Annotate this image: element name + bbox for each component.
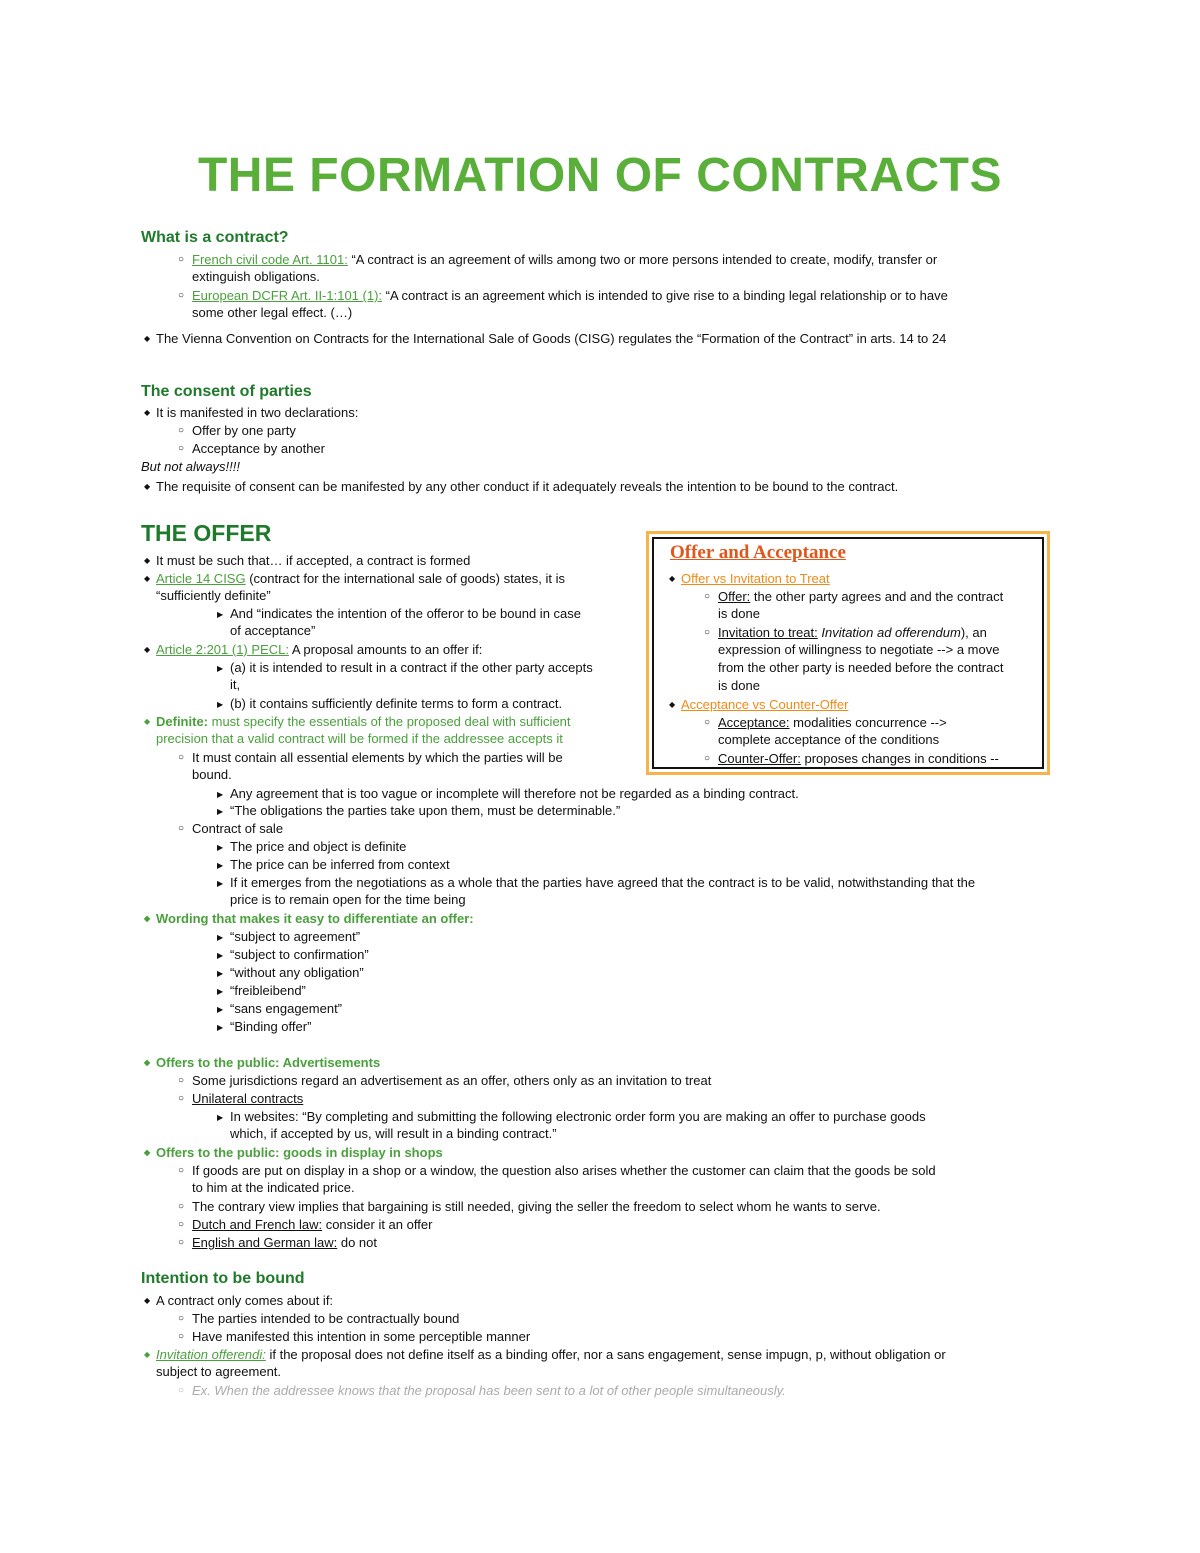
list-item-continuation: bound. xyxy=(192,767,232,782)
box-list-item-continuation: is done xyxy=(718,678,760,693)
list-item: ○ Offer by one party xyxy=(192,422,296,439)
list-item-text: ), an xyxy=(960,625,987,640)
list-item-continuation: some other legal effect. (…) xyxy=(192,305,353,320)
list-item: ○ Have manifested this intention in some perceptible manner xyxy=(192,1328,530,1345)
list-item: ▶ “without any obligation” xyxy=(230,964,364,981)
list-item-continuation: precision that a valid contract will be formed if the addressee accepts it xyxy=(156,731,563,746)
list-item-text: (contract for the international sale of goods) states, it is xyxy=(245,571,565,586)
underlined-term: English and German law: xyxy=(192,1235,338,1250)
list-item: ◆ The Vienna Convention on Contracts for the International Sale of Goods (CISG) regulates the “Formation of the Contract” in arts. 14 to 24 xyxy=(156,330,946,347)
box-list-item xyxy=(718,714,947,731)
italic-term: Invitation ad offerendum xyxy=(817,625,961,640)
section-heading-consent: The consent of parties xyxy=(141,383,312,400)
list-item: ○ It must contain all essential elements by which the parties will be xyxy=(192,749,563,766)
box-list-item xyxy=(681,570,830,587)
box-list-item xyxy=(718,750,999,767)
list-item-continuation: which, if accepted by us, will result in a binding contract.” xyxy=(230,1126,557,1141)
list-item xyxy=(192,1216,432,1233)
list-item-continuation: of acceptance” xyxy=(230,623,316,638)
list-item: ▶ The price and object is definite xyxy=(230,838,406,855)
list-item-text: “A contract is an agreement of wills among two or more persons intended to create, modify, transfer or xyxy=(347,252,938,267)
underlined-term: Dutch and French law: xyxy=(192,1217,323,1232)
list-item xyxy=(156,641,482,658)
link-invitation-offerendi[interactable]: Invitation offerendi: xyxy=(156,1347,266,1362)
list-item: ○ If goods are put on display in a shop or a window, the question also arises whether the customer can claim that the goods be sold xyxy=(192,1162,936,1179)
underlined-term: Acceptance: xyxy=(718,715,790,730)
list-item-text: must specify the essentials of the proposed deal with sufficient xyxy=(208,714,571,729)
box-list-item-continuation: from the other party is needed before the contract xyxy=(718,660,1004,675)
list-item: ▶ “subject to confirmation” xyxy=(230,946,369,963)
list-item: ◆ Wording that makes it easy to differentiate an offer: xyxy=(156,910,474,927)
link-european-dcfr[interactable]: European DCFR Art. II-1:101 (1): xyxy=(192,288,383,303)
link-offer-vs-invitation[interactable]: Offer vs Invitation to Treat xyxy=(681,571,830,586)
list-item-text: the other party agrees and and the contract xyxy=(750,589,1004,604)
list-item: ▶ (a) it is intended to result in a contract if the other party accepts xyxy=(230,659,593,676)
list-item: ◆ It must be such that… if accepted, a contract is formed xyxy=(156,552,470,569)
list-item: ○ Acceptance by another xyxy=(192,440,325,457)
list-item xyxy=(192,1234,377,1251)
list-item: ◆ It is manifested in two declarations: xyxy=(156,404,358,421)
list-item: ▶ “subject to agreement” xyxy=(230,928,360,945)
definition-term: Definite: xyxy=(156,714,208,729)
list-item: ▶ “The obligations the parties take upon them, must be determinable.” xyxy=(230,802,620,819)
list-item-text: if the proposal does not define itself as a binding offer, nor a sans engagement, sense impugn, p, without obligation or xyxy=(265,1347,946,1362)
list-item: ▶ Any agreement that is too vague or incomplete will therefore not be regarded as a binding contract. xyxy=(230,785,799,802)
list-item: ▶ The price can be inferred from context xyxy=(230,856,450,873)
list-item: ○ Ex. When the addressee knows that the proposal has been sent to a lot of other people simultaneously. xyxy=(192,1382,786,1399)
note-text: But not always!!!! xyxy=(141,459,240,474)
box-list-item xyxy=(718,624,987,641)
section-heading-intention: Intention to be bound xyxy=(141,1270,305,1287)
list-item: ▶ In websites: “By completing and submitting the following electronic order form you are making an offer to purchase goods xyxy=(230,1108,926,1125)
box-list-item-continuation: is done xyxy=(718,606,760,621)
list-item xyxy=(156,570,565,587)
list-item: ◆ The requisite of consent can be manifested by any other conduct if it adequately reveals the intention to be bound to the contract. xyxy=(156,478,898,495)
box-list-item xyxy=(681,696,848,713)
list-item: ○ The contrary view implies that bargaining is still needed, giving the seller the freedom to select whom he wants to serve. xyxy=(192,1198,881,1215)
link-article-14-cisg[interactable]: Article 14 CISG xyxy=(156,571,246,586)
underlined-term: Counter-Offer: xyxy=(718,751,801,766)
box-content xyxy=(650,0,1046,1553)
list-item-continuation: subject to agreement. xyxy=(156,1364,282,1379)
section-heading-offer: THE OFFER xyxy=(141,520,272,546)
list-item-text: consider it an offer xyxy=(322,1217,433,1232)
list-item: ○ Unilateral contracts xyxy=(192,1090,303,1107)
list-item: ◆ Offers to the public: goods in display in shops xyxy=(156,1144,443,1161)
list-item-continuation: extinguish obligations. xyxy=(192,269,320,284)
list-item: ◆ A contract only comes about if: xyxy=(156,1292,333,1309)
link-acceptance-vs-counter-offer[interactable]: Acceptance vs Counter-Offer xyxy=(681,697,849,712)
list-item: ▶ “Binding offer” xyxy=(230,1018,311,1035)
list-item: ▶ (b) it contains sufficiently definite terms to form a contract. xyxy=(230,695,562,712)
link-french-civil-code[interactable]: French civil code Art. 1101: xyxy=(192,252,348,267)
list-item xyxy=(156,713,571,730)
section-heading-what-is-contract: What is a contract? xyxy=(141,229,289,246)
box-list-item-continuation: complete acceptance of the conditions xyxy=(718,732,940,747)
list-item-continuation: price is to remain open for the time being xyxy=(230,892,466,907)
box-title: Offer and Acceptance xyxy=(670,542,846,563)
list-item-text: “A contract is an agreement which is intended to give rise to a binding legal relationship or to have xyxy=(382,288,948,303)
list-item-text: do not xyxy=(337,1235,378,1250)
list-item: ○ Some jurisdictions regard an advertisement as an offer, others only as an invitation to treat xyxy=(192,1072,711,1089)
box-list-item xyxy=(718,588,1003,605)
document-title: THE FORMATION OF CONTRACTS xyxy=(197,149,1003,202)
list-item: ○ The parties intended to be contractually bound xyxy=(192,1310,459,1327)
list-item: ▶ “freibleibend” xyxy=(230,982,306,999)
list-item: ▶ And “indicates the intention of the offeror to be bound in case xyxy=(230,605,581,622)
list-item-continuation: “sufficiently definite” xyxy=(156,588,271,603)
underlined-term: Offer: xyxy=(718,589,751,604)
list-item: ▶ “sans engagement” xyxy=(230,1000,342,1017)
list-item-text: modalities concurrence --> xyxy=(789,715,947,730)
list-item: ◆ Offers to the public: Advertisements xyxy=(156,1054,380,1071)
list-item-continuation: to him at the indicated price. xyxy=(192,1180,355,1195)
link-article-2201-pecl[interactable]: Article 2:201 (1) PECL: xyxy=(156,642,289,657)
list-item: ▶ If it emerges from the negotiations as a whole that the parties have agreed that the contract is to be valid, notwithstanding that the xyxy=(230,874,975,891)
underlined-term: Invitation to treat: xyxy=(718,625,818,640)
box-list-item-continuation: expression of willingness to negotiate --> a move xyxy=(718,642,1000,657)
list-item-text: A proposal amounts to an offer if: xyxy=(288,642,483,657)
list-item-continuation: it, xyxy=(230,677,241,692)
list-item-text: proposes changes in conditions -- xyxy=(800,751,999,766)
list-item: ○ Contract of sale xyxy=(192,820,283,837)
